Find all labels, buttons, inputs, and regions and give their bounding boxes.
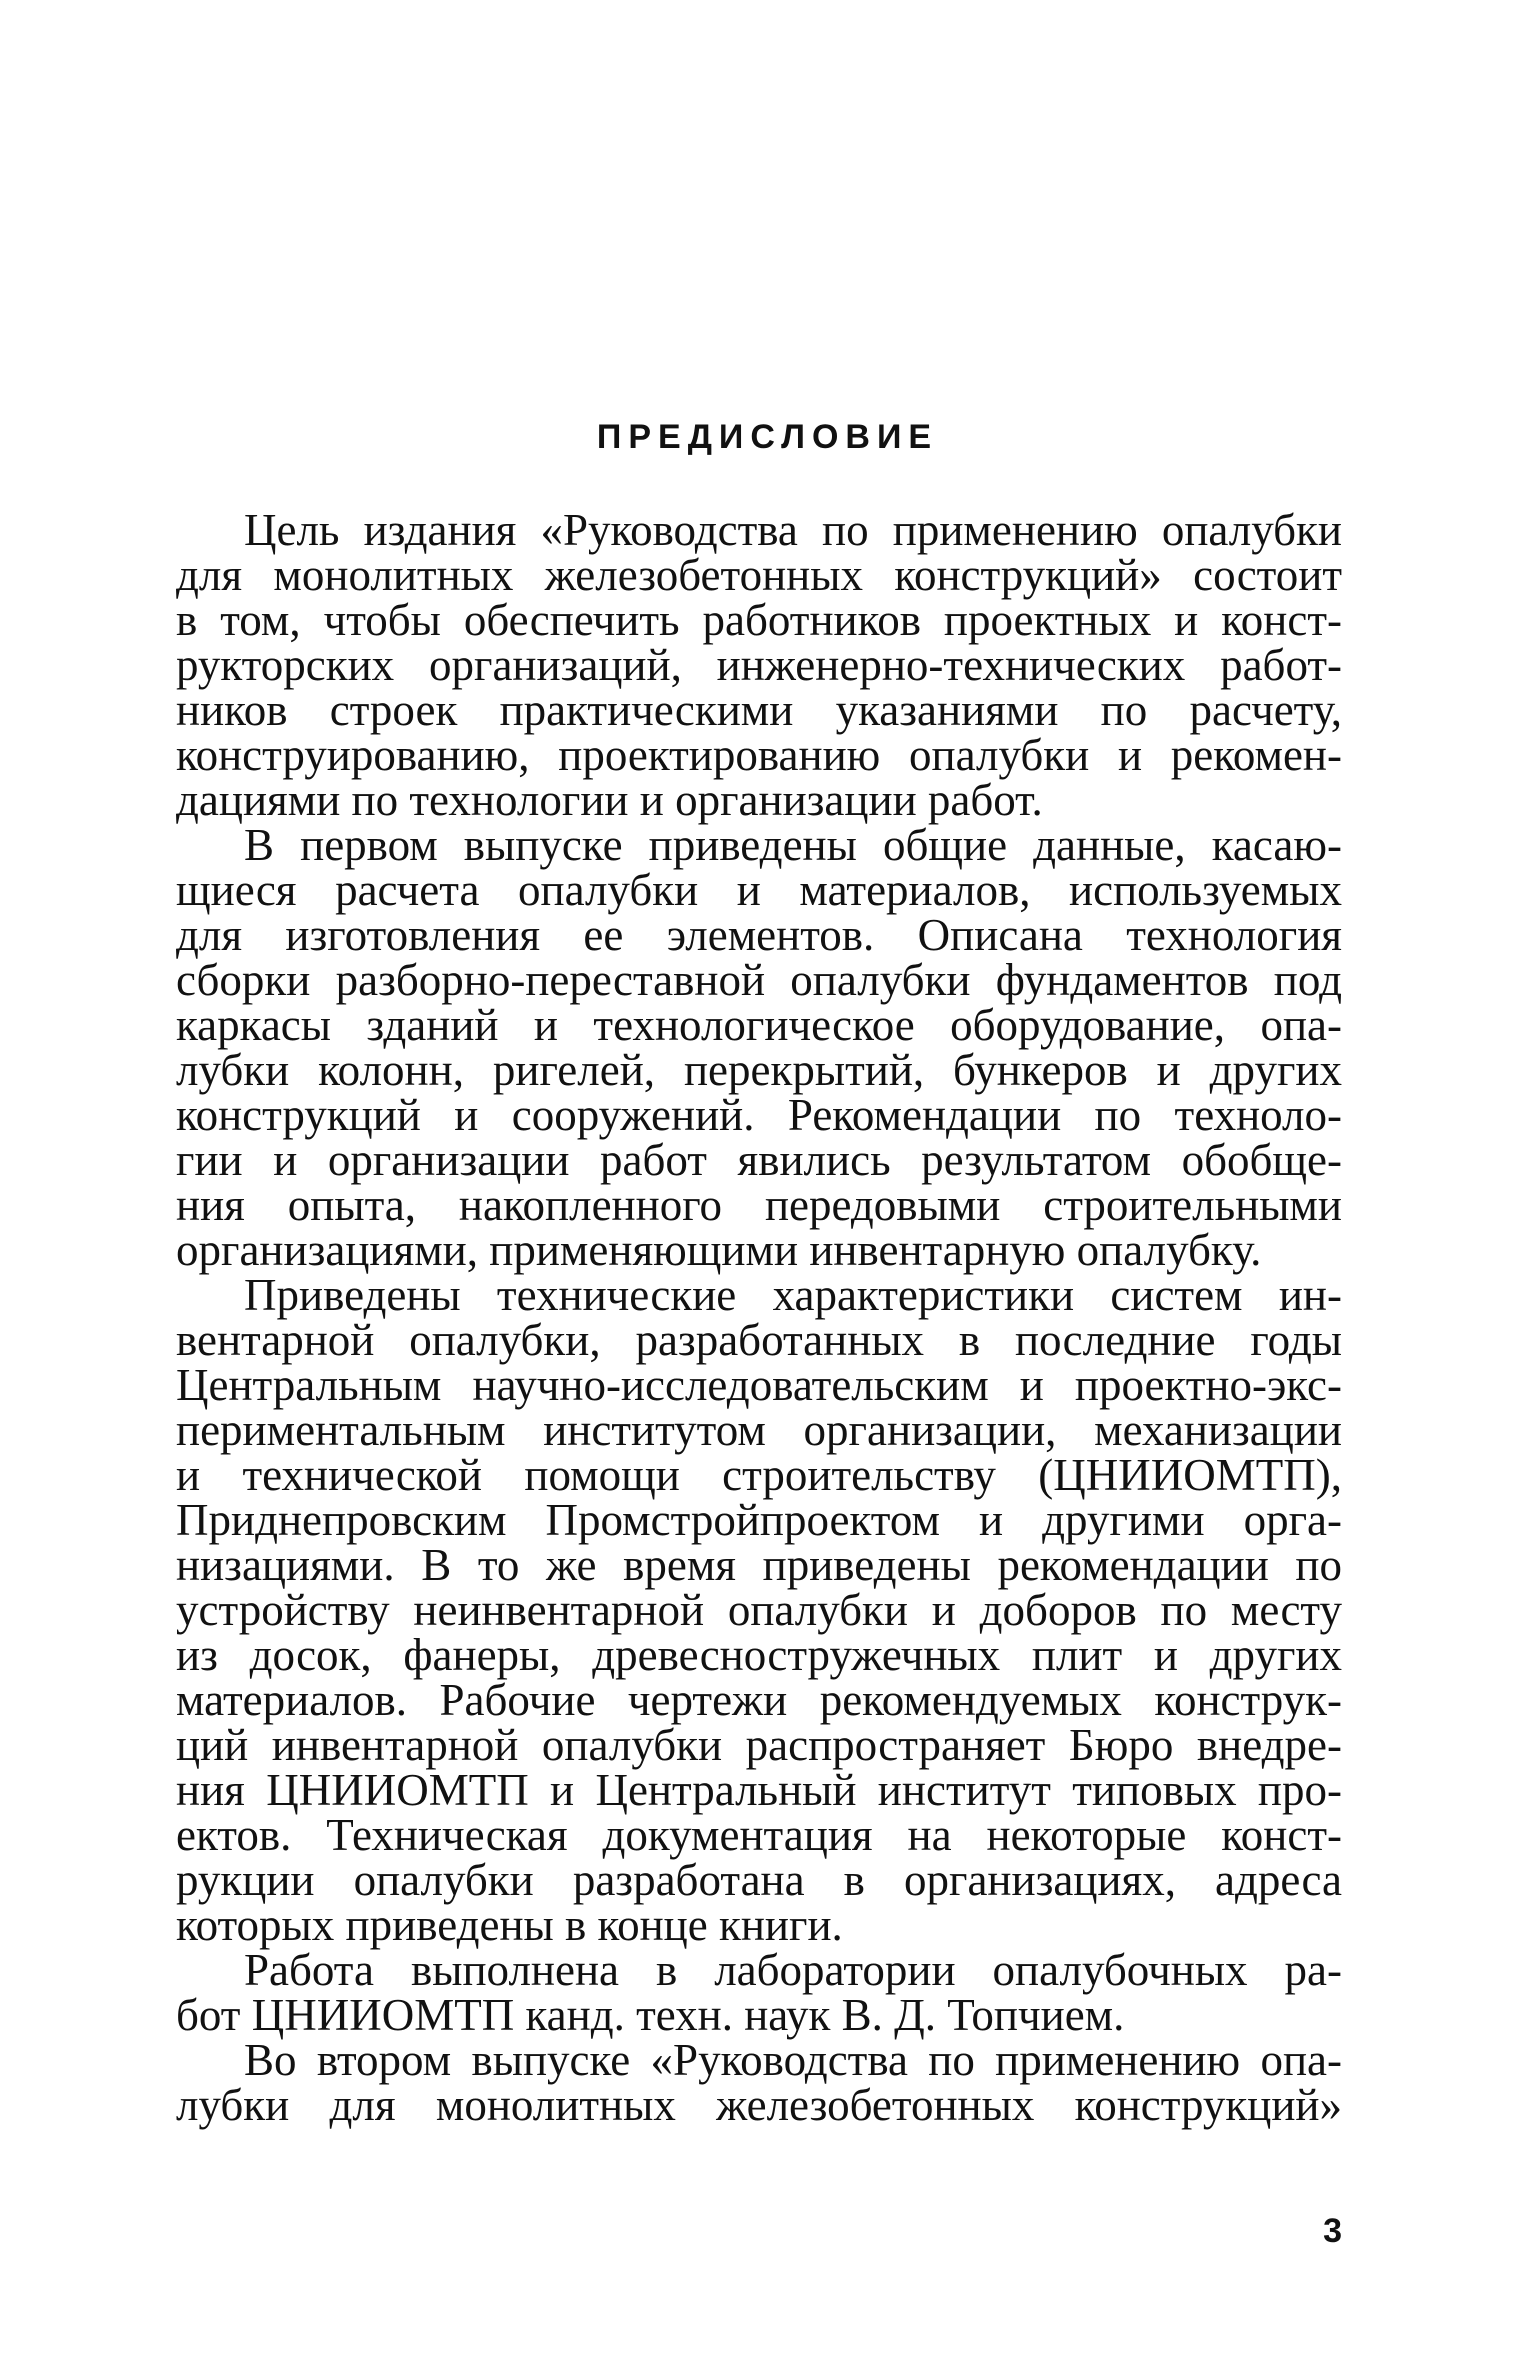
- text-line: низациями. В то же время приведены рекомендации по: [176, 1540, 1342, 1590]
- text-line: бот ЦНИИОМТП канд. техн. наук В. Д. Топчием.: [176, 1990, 1125, 2040]
- preface-body: [176, 505, 1342, 2130]
- text-line: В первом выпуске приведены общие данные, касаю-: [244, 820, 1342, 870]
- text-line: и технической помощи строительству (ЦНИИОМТП),: [176, 1450, 1342, 1500]
- text-line: щиеся расчета опалубки и материалов, используемых: [176, 865, 1342, 915]
- text-line: Работа выполнена в лаборатории опалубочных ра-: [244, 1945, 1342, 1995]
- text-line: конструированию, проектированию опалубки и рекомен-: [176, 730, 1342, 780]
- text-line: Центральным научно-исследовательским и проектно-экс-: [176, 1360, 1342, 1410]
- text-line: для изготовления ее элементов. Описана технология: [176, 910, 1342, 960]
- text-line: рукции опалубки разработана в организациях, адреса: [176, 1855, 1342, 1905]
- text-line: Во втором выпуске «Руководства по применению опа-: [244, 2035, 1342, 2085]
- text-line: лубки для монолитных железобетонных конструкций»: [176, 2080, 1342, 2130]
- text-line: сборки разборно-переставной опалубки фундаментов под: [176, 955, 1342, 1005]
- text-line: Цель издания «Руководства по применению опалубки: [244, 505, 1342, 555]
- page-number: 3: [1323, 2212, 1342, 2250]
- text-line: для монолитных железобетонных конструкций» состоит: [176, 550, 1342, 600]
- text-line: материалов. Рабочие чертежи рекомендуемых конструк-: [176, 1675, 1342, 1725]
- text-line: ектов. Техническая документация на некоторые конст-: [176, 1810, 1342, 1860]
- page-title: ПРЕДИСЛОВИЕ: [596, 418, 939, 456]
- text-line: ников строек практическими указаниями по расчету,: [176, 685, 1342, 735]
- text-line: организациями, применяющими инвентарную опалубку.: [176, 1225, 1262, 1275]
- text-line: каркасы зданий и технологическое оборудование, опа-: [176, 1000, 1342, 1050]
- text-line: рукторских организаций, инженерно-технических работ-: [176, 640, 1342, 690]
- text-line: ния ЦНИИОМТП и Центральный институт типовых про-: [176, 1765, 1342, 1815]
- text-line: Приднепровским Промстройпроектом и другими орга-: [176, 1495, 1342, 1545]
- text-line: в том, чтобы обеспечить работников проектных и конст-: [176, 595, 1342, 645]
- text-line: которых приведены в конце книги.: [176, 1900, 843, 1950]
- text-line: конструкций и сооружений. Рекомендации по техноло-: [176, 1090, 1342, 1140]
- text-line: ций инвентарной опалубки распространяет Бюро внедре-: [176, 1720, 1342, 1770]
- text-line: дациями по технологии и организации работ.: [176, 775, 1043, 825]
- text-line: устройству неинвентарной опалубки и доборов по месту: [176, 1585, 1342, 1635]
- text-line: гии и организации работ явились результатом обобще-: [176, 1135, 1342, 1185]
- text-line: ния опыта, накопленного передовыми строительными: [176, 1180, 1342, 1230]
- text-line: лубки колонн, ригелей, перекрытий, бункеров и других: [176, 1045, 1342, 1095]
- text-line: вентарной опалубки, разработанных в последние годы: [176, 1315, 1342, 1365]
- text-line: из досок, фанеры, древесностружечных плит и других: [176, 1630, 1342, 1680]
- text-line: Приведены технические характеристики систем ин-: [244, 1270, 1342, 1320]
- text-line: периментальным институтом организации, механизации: [176, 1405, 1342, 1455]
